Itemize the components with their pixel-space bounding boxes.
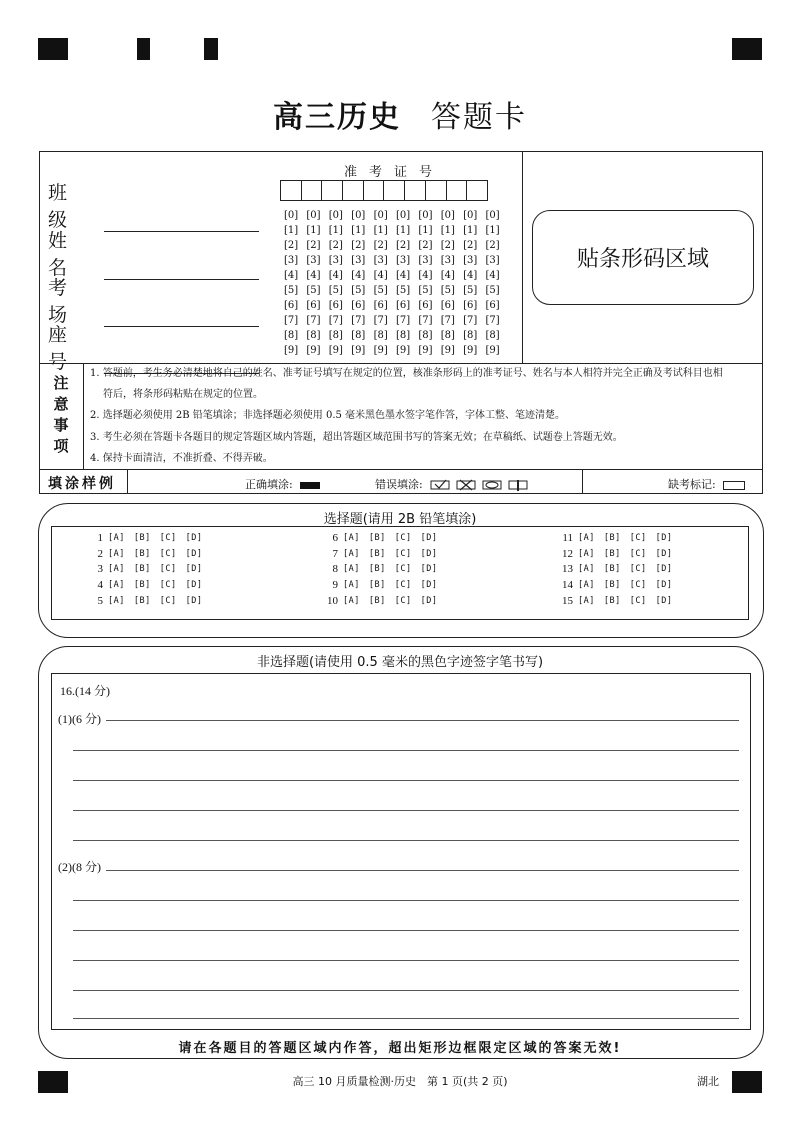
- mc-option-bubble[interactable]: [A]: [343, 564, 360, 575]
- digit-bubble[interactable]: [3]: [418, 255, 433, 266]
- digit-bubble[interactable]: [8]: [485, 330, 500, 341]
- mc-question: [551, 578, 681, 594]
- part-label: (2)(8 分): [58, 860, 101, 874]
- digit-bubble[interactable]: [6]: [463, 300, 478, 311]
- absent-box[interactable]: [723, 481, 745, 490]
- mc-option-bubble[interactable]: [B]: [133, 595, 151, 606]
- mc-question: [81, 594, 211, 610]
- digit-bubble[interactable]: [2]: [440, 240, 455, 251]
- digit-bubble[interactable]: [4]: [395, 270, 411, 281]
- filled-bubble-icon: [300, 482, 320, 489]
- mc-option-bubble[interactable]: [D]: [420, 533, 438, 543]
- digit-bubble[interactable]: [1]: [418, 225, 433, 236]
- mc-option-bubble[interactable]: [A]: [108, 580, 125, 591]
- digit-row: [284, 223, 508, 238]
- mc-option-bubble[interactable]: [A]: [343, 548, 360, 559]
- digit-bubble[interactable]: [2]: [306, 240, 321, 251]
- digit-bubble[interactable]: [6]: [351, 300, 366, 311]
- note-item: 符后，将条形码粘贴在规定的位置。: [103, 389, 263, 400]
- field-label: 姓 名: [48, 230, 82, 279]
- exam-id-box[interactable]: [280, 180, 302, 201]
- mc-question-number: 13: [562, 563, 573, 576]
- mc-question: [551, 562, 681, 578]
- mc-option-bubble[interactable]: [B]: [133, 548, 151, 559]
- footer-page-info: 高三 10 月质量检测·历史 第 1 页(共 2 页): [292, 1075, 508, 1088]
- digit-bubble[interactable]: [3]: [284, 255, 299, 266]
- note-item: 1. 答题前，考生务必清楚地将自己的姓名、准考证号填写在规定的位置，核准条形码上的准考证号、姓名与本人相符并完全正确及考试科目也相: [90, 368, 723, 379]
- digit-bubble[interactable]: [0]: [284, 210, 299, 221]
- digit-bubble[interactable]: [7]: [373, 315, 388, 326]
- correct-fill-example: [245, 476, 320, 492]
- mc-option-bubble[interactable]: [C]: [629, 548, 647, 559]
- digit-bubble[interactable]: [5]: [418, 285, 433, 296]
- mc-option-bubble[interactable]: [A]: [108, 595, 125, 606]
- notes-heading-char: 意: [53, 394, 69, 413]
- exam-id-boxes[interactable]: [280, 180, 487, 201]
- mc-option-bubble[interactable]: [D]: [420, 580, 438, 591]
- digit-bubble[interactable]: [4]: [440, 270, 455, 281]
- mc-option-bubble[interactable]: [C]: [394, 548, 412, 559]
- correct-fill-label: 正确填涂:: [245, 478, 293, 491]
- answer-line[interactable]: [73, 1018, 739, 1019]
- wrong-fill-example: [375, 476, 534, 492]
- mc-question: [316, 562, 446, 578]
- timing-mark: [732, 38, 762, 60]
- digit-bubble[interactable]: [3]: [440, 255, 455, 266]
- exam-id-box[interactable]: [383, 180, 405, 201]
- exam-id-box[interactable]: [425, 180, 447, 201]
- mc-question: [316, 578, 446, 594]
- barcode-area: [532, 210, 754, 305]
- exam-id-box[interactable]: [446, 180, 468, 201]
- mc-question: [551, 547, 681, 563]
- mc-option-bubble[interactable]: [B]: [133, 533, 151, 543]
- notes-heading-char: 注: [53, 373, 69, 392]
- mc-option-bubble[interactable]: [D]: [655, 548, 673, 559]
- mc-option-bubble[interactable]: [A]: [343, 533, 360, 543]
- mc-option-bubble[interactable]: [B]: [133, 580, 151, 591]
- mc-option-bubble[interactable]: [D]: [655, 533, 673, 543]
- digit-bubble[interactable]: [1]: [328, 225, 343, 236]
- digit-bubble[interactable]: [5]: [440, 285, 455, 296]
- digit-bubble[interactable]: [5]: [306, 285, 321, 296]
- divider: [127, 470, 128, 493]
- answer-line[interactable]: [106, 720, 739, 721]
- answer-line[interactable]: [106, 870, 739, 871]
- mc-option-bubble[interactable]: [C]: [629, 564, 647, 575]
- mc-option-bubble[interactable]: [C]: [394, 564, 412, 575]
- digit-bubble[interactable]: [3]: [351, 255, 366, 266]
- mc-question: [316, 531, 446, 547]
- answer-line[interactable]: [73, 750, 739, 751]
- digit-bubble[interactable]: [4]: [328, 270, 343, 281]
- mc-option-bubble[interactable]: [B]: [368, 595, 386, 606]
- digit-bubble[interactable]: [4]: [418, 270, 433, 281]
- digit-row: [284, 283, 508, 298]
- digit-row: [284, 298, 508, 313]
- digit-bubble[interactable]: [5]: [328, 285, 343, 296]
- digit-bubble[interactable]: [3]: [328, 255, 343, 266]
- digit-bubble[interactable]: [2]: [395, 240, 411, 251]
- digit-bubble[interactable]: [7]: [284, 315, 299, 326]
- digit-bubble[interactable]: [4]: [373, 270, 388, 281]
- digit-bubble[interactable]: [9]: [306, 345, 321, 356]
- part-label: (1)(6 分): [58, 712, 101, 726]
- digit-row: [284, 313, 508, 328]
- digit-bubble[interactable]: [2]: [463, 240, 478, 251]
- digit-row: [284, 238, 508, 253]
- mc-question-number: 7: [332, 547, 338, 560]
- digit-bubble[interactable]: [6]: [485, 300, 500, 311]
- digit-bubble[interactable]: [5]: [395, 285, 411, 296]
- digit-bubble[interactable]: [2]: [284, 240, 299, 251]
- answer-line[interactable]: [73, 990, 739, 991]
- mc-option-bubble[interactable]: [C]: [159, 548, 177, 559]
- exam-id-box[interactable]: [342, 180, 364, 201]
- mc-option-bubble[interactable]: [D]: [185, 580, 203, 591]
- timing-mark: [204, 38, 218, 60]
- notes-heading-char: 事: [53, 415, 69, 434]
- mc-question-number: 14: [562, 579, 573, 592]
- class-field[interactable]: [48, 178, 259, 232]
- mc-option-bubble[interactable]: [A]: [108, 533, 125, 543]
- mc-option-bubble[interactable]: [B]: [603, 564, 621, 575]
- digit-bubble[interactable]: [5]: [284, 285, 299, 296]
- answer-line[interactable]: [73, 810, 739, 811]
- digit-bubble[interactable]: [3]: [306, 255, 321, 266]
- mc-question: [551, 594, 681, 610]
- digit-bubble[interactable]: [6]: [328, 300, 343, 311]
- mc-question-number: 8: [332, 563, 338, 576]
- digit-bubble[interactable]: [0]: [463, 210, 478, 221]
- exam-room-field[interactable]: [48, 273, 259, 327]
- digit-row: [284, 208, 508, 223]
- name-field[interactable]: [48, 226, 259, 280]
- barcode-label: 贴条形码区域: [576, 247, 709, 272]
- digit-bubble[interactable]: [3]: [395, 255, 411, 266]
- exam-id-digit-grid[interactable]: [284, 208, 508, 358]
- page-title: [0, 92, 800, 136]
- mc-option-bubble[interactable]: [C]: [629, 595, 647, 606]
- digit-bubble[interactable]: [4]: [463, 270, 478, 281]
- digit-bubble[interactable]: [8]: [418, 330, 433, 341]
- divider: [582, 470, 583, 493]
- mc-option-bubble[interactable]: [D]: [655, 580, 673, 591]
- mc-column: [316, 531, 446, 610]
- fill-example-title: 填涂样例: [48, 476, 116, 492]
- mc-question-number: 1: [97, 532, 103, 544]
- digit-bubble[interactable]: [8]: [351, 330, 366, 341]
- digit-bubble[interactable]: [7]: [440, 315, 455, 326]
- digit-bubble[interactable]: [4]: [351, 270, 366, 281]
- digit-bubble[interactable]: [7]: [328, 315, 343, 326]
- digit-bubble[interactable]: [2]: [418, 240, 433, 251]
- digit-bubble[interactable]: [1]: [463, 225, 478, 236]
- answer-line[interactable]: [73, 780, 739, 781]
- digit-bubble[interactable]: [7]: [351, 315, 366, 326]
- digit-bubble[interactable]: [3]: [463, 255, 478, 266]
- digit-bubble[interactable]: [0]: [328, 210, 343, 221]
- mc-option-bubble[interactable]: [B]: [368, 580, 386, 591]
- digit-row: [284, 268, 508, 283]
- answer-line[interactable]: [73, 960, 739, 961]
- wrong-fill-marks-icon: [430, 479, 534, 491]
- digit-bubble[interactable]: [8]: [463, 330, 478, 341]
- digit-bubble[interactable]: [7]: [485, 315, 500, 326]
- digit-bubble[interactable]: [6]: [395, 300, 411, 311]
- digit-bubble[interactable]: [0]: [395, 210, 411, 221]
- digit-bubble[interactable]: [0]: [306, 210, 321, 221]
- mc-option-bubble[interactable]: [D]: [420, 564, 438, 575]
- digit-bubble[interactable]: [1]: [485, 225, 500, 236]
- mc-question: [551, 531, 681, 547]
- digit-bubble[interactable]: [1]: [395, 225, 411, 236]
- multiple-choice-title: 选择题(请用 2B 铅笔填涂): [323, 512, 477, 527]
- mc-option-bubble[interactable]: [A]: [578, 595, 595, 606]
- digit-bubble[interactable]: [8]: [440, 330, 455, 341]
- mc-question: [81, 562, 211, 578]
- digit-bubble[interactable]: [9]: [373, 345, 388, 356]
- field-label: 座 号: [48, 324, 82, 373]
- notes-heading-char: 项: [53, 436, 69, 455]
- digit-row: [284, 328, 508, 343]
- digit-bubble[interactable]: [3]: [373, 255, 388, 266]
- absent-mark: [668, 476, 745, 492]
- mc-option-bubble[interactable]: [D]: [420, 595, 438, 606]
- mc-option-bubble[interactable]: [A]: [578, 548, 595, 559]
- digit-bubble[interactable]: [4]: [485, 270, 500, 281]
- timing-mark: [137, 38, 150, 60]
- mc-option-bubble[interactable]: [B]: [603, 548, 621, 559]
- note-item: 4. 保持卡面清洁，不准折叠、不得弄破。: [90, 453, 273, 464]
- mc-option-bubble[interactable]: [D]: [655, 595, 673, 606]
- digit-bubble[interactable]: [6]: [440, 300, 455, 311]
- digit-bubble[interactable]: [6]: [306, 300, 321, 311]
- digit-bubble[interactable]: [9]: [485, 345, 500, 356]
- digit-bubble[interactable]: [9]: [328, 345, 343, 356]
- mc-option-bubble[interactable]: [B]: [368, 533, 386, 543]
- digit-bubble[interactable]: [6]: [373, 300, 388, 311]
- answer-line[interactable]: [73, 930, 739, 931]
- timing-mark: [38, 38, 68, 60]
- exam-id-title: 准考证号: [343, 165, 444, 180]
- digit-bubble[interactable]: [6]: [284, 300, 299, 311]
- mc-option-bubble[interactable]: [C]: [159, 564, 177, 575]
- mc-option-bubble[interactable]: [A]: [343, 595, 360, 606]
- digit-bubble[interactable]: [1]: [284, 225, 299, 236]
- digit-bubble[interactable]: [0]: [485, 210, 500, 221]
- mc-option-bubble[interactable]: [D]: [655, 564, 673, 575]
- note-item: 2. 选择题必须使用 2B 铅笔填涂；非选择题必须使用 0.5 毫米黑色墨水签字笔作答，字体工整、笔迹清楚。: [90, 410, 566, 421]
- mc-option-bubble[interactable]: [C]: [394, 580, 412, 591]
- exam-id-box[interactable]: [301, 180, 323, 201]
- digit-bubble[interactable]: [1]: [351, 225, 366, 236]
- digit-bubble[interactable]: [5]: [463, 285, 478, 296]
- mc-option-bubble[interactable]: [B]: [603, 580, 621, 591]
- digit-bubble[interactable]: [8]: [306, 330, 321, 341]
- wrong-fill-label: 错误填涂:: [375, 478, 423, 491]
- digit-bubble[interactable]: [2]: [328, 240, 343, 251]
- title-main: 高三历史: [273, 100, 401, 135]
- mc-option-bubble[interactable]: [C]: [159, 533, 177, 543]
- title-sub: 答题卡: [431, 100, 527, 135]
- mc-option-bubble[interactable]: [C]: [394, 533, 412, 543]
- digit-bubble[interactable]: [9]: [351, 345, 366, 356]
- mc-option-bubble[interactable]: [B]: [603, 595, 621, 606]
- absent-mark-label: 缺考标记:: [668, 478, 716, 491]
- mc-question: [316, 594, 446, 610]
- digit-row: [284, 343, 508, 358]
- mc-question: [81, 547, 211, 563]
- mc-option-bubble[interactable]: [B]: [368, 548, 386, 559]
- digit-bubble[interactable]: [9]: [418, 345, 433, 356]
- mc-option-bubble[interactable]: [A]: [343, 580, 360, 591]
- digit-bubble[interactable]: [4]: [306, 270, 321, 281]
- notes-heading: [39, 363, 83, 466]
- mc-question-number: 2: [97, 547, 103, 560]
- mc-option-bubble[interactable]: [D]: [185, 548, 203, 559]
- question-label: 16.(14 分): [60, 684, 110, 698]
- digit-bubble[interactable]: [1]: [440, 225, 455, 236]
- digit-bubble[interactable]: [6]: [418, 300, 433, 311]
- digit-bubble[interactable]: [2]: [351, 240, 366, 251]
- digit-bubble[interactable]: [7]: [418, 315, 433, 326]
- digit-bubble[interactable]: [8]: [373, 330, 388, 341]
- digit-bubble[interactable]: [8]: [328, 330, 343, 341]
- digit-bubble[interactable]: [7]: [395, 315, 411, 326]
- mc-option-bubble[interactable]: [D]: [185, 595, 203, 606]
- footer-region: 湖北: [697, 1075, 719, 1088]
- digit-bubble[interactable]: [2]: [373, 240, 388, 251]
- mc-option-bubble[interactable]: [A]: [108, 564, 125, 575]
- digit-bubble[interactable]: [9]: [463, 345, 478, 356]
- mc-question-number: 15: [562, 594, 573, 607]
- mc-option-bubble[interactable]: [B]: [133, 564, 151, 575]
- free-response-title: 非选择题(请使用 0.5 毫米的黑色字迹签字笔书写): [256, 655, 544, 670]
- digit-bubble[interactable]: [4]: [284, 270, 299, 281]
- fill-example-row: [39, 469, 763, 494]
- mc-option-bubble[interactable]: [D]: [185, 564, 203, 575]
- mc-option-bubble[interactable]: [C]: [159, 595, 177, 606]
- digit-bubble[interactable]: [0]: [373, 210, 388, 221]
- mc-question-number: 5: [97, 594, 103, 607]
- mc-question-number: 12: [562, 547, 573, 560]
- mc-option-bubble[interactable]: [D]: [420, 548, 438, 559]
- divider: [522, 151, 523, 364]
- digit-bubble[interactable]: [1]: [373, 225, 388, 236]
- digit-bubble[interactable]: [9]: [395, 345, 411, 356]
- mc-option-bubble[interactable]: [A]: [108, 548, 125, 559]
- mc-option-bubble[interactable]: [C]: [394, 595, 412, 606]
- digit-bubble[interactable]: [5]: [485, 285, 500, 296]
- mc-question: [316, 547, 446, 563]
- mc-question: [81, 578, 211, 594]
- mc-column: [551, 531, 681, 610]
- digit-bubble[interactable]: [9]: [284, 345, 299, 356]
- mc-question-number: 4: [97, 579, 103, 592]
- digit-bubble[interactable]: [3]: [485, 255, 500, 266]
- exam-id-box[interactable]: [466, 180, 488, 201]
- mc-option-bubble[interactable]: [C]: [629, 580, 647, 591]
- field-label: 考 场: [48, 277, 82, 326]
- exam-id-box[interactable]: [404, 180, 426, 201]
- digit-bubble[interactable]: [8]: [284, 330, 299, 341]
- mc-question-number: 10: [327, 594, 338, 607]
- exam-id-box[interactable]: [363, 180, 385, 201]
- digit-bubble[interactable]: [5]: [351, 285, 366, 296]
- divider: [83, 363, 84, 470]
- digit-bubble[interactable]: [0]: [440, 210, 455, 221]
- mc-option-bubble[interactable]: [B]: [603, 533, 621, 543]
- digit-bubble[interactable]: [2]: [485, 240, 500, 251]
- answer-warning: 请在各题目的答题区域内作答，超出矩形边框限定区域的答案无效!: [178, 1041, 622, 1056]
- mc-question: [81, 531, 211, 547]
- mc-column: [81, 531, 211, 610]
- digit-bubble[interactable]: [7]: [306, 315, 321, 326]
- mc-option-bubble[interactable]: [B]: [368, 564, 386, 575]
- field-label: 班 级: [48, 182, 82, 231]
- mc-question-number: 9: [332, 579, 338, 592]
- mc-question-number: 11: [562, 532, 573, 544]
- mc-option-bubble[interactable]: [D]: [185, 533, 203, 543]
- digit-bubble[interactable]: [1]: [306, 225, 321, 236]
- mc-option-bubble[interactable]: [A]: [578, 564, 595, 575]
- answer-line[interactable]: [73, 900, 739, 901]
- mc-question-number: 3: [97, 563, 103, 576]
- exam-id-box[interactable]: [321, 180, 343, 201]
- mc-option-bubble[interactable]: [A]: [578, 580, 595, 591]
- mc-question-number: 6: [332, 532, 338, 544]
- digit-bubble[interactable]: [0]: [418, 210, 433, 221]
- answer-line[interactable]: [73, 840, 739, 841]
- digit-bubble[interactable]: [9]: [440, 345, 455, 356]
- answer-frame: [51, 673, 751, 1030]
- digit-bubble[interactable]: [0]: [351, 210, 366, 221]
- digit-bubble[interactable]: [8]: [395, 330, 411, 341]
- mc-option-bubble[interactable]: [C]: [159, 580, 177, 591]
- note-item: 3. 考生必须在答题卡各题目的规定答题区域内答题，超出答题区域范围书写的答案无效；在草稿纸、试题卷上答题无效。: [90, 432, 623, 443]
- digit-bubble[interactable]: [7]: [463, 315, 478, 326]
- digit-bubble[interactable]: [5]: [373, 285, 388, 296]
- mc-option-bubble[interactable]: [A]: [578, 533, 595, 543]
- digit-row: [284, 253, 508, 268]
- mc-option-bubble[interactable]: [C]: [629, 533, 647, 543]
